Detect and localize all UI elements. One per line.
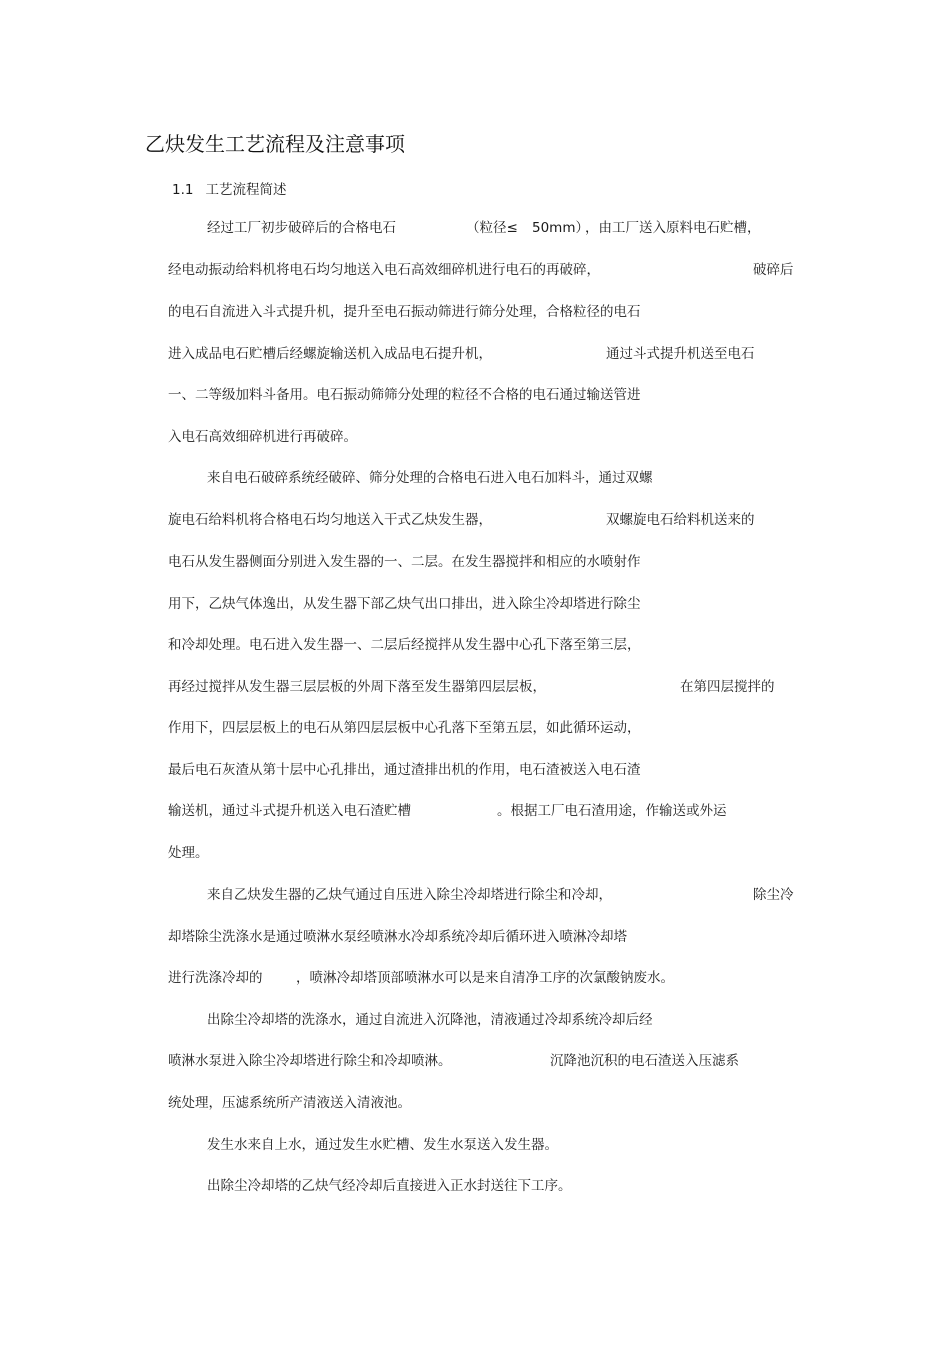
paragraph-line: 50mm） xyxy=(532,220,589,236)
paragraph-line: 再经过搅拌从发生器三层层板的外周下落至发生器第四层层板， xyxy=(168,679,546,695)
page-title: 乙炔发生工艺流程及注意事项 xyxy=(145,132,405,156)
paragraph-line: （粒径≤ xyxy=(466,220,518,236)
paragraph-line: 沉降池沉积的电石渣送入压滤系 xyxy=(550,1053,739,1069)
paragraph-line: 除尘冷 xyxy=(753,887,794,903)
paragraph-line: 最后电石灰渣从第十层中心孔排出，通过渣排出机的作用，电石渣被送入电石渣 xyxy=(168,762,641,778)
paragraph-line: 电石从发生器侧面分别进入发生器的一、二层。在发生器搅拌和相应的水喷射作 xyxy=(168,554,641,570)
paragraph-line: 统处理，压滤系统所产清液送入清液池。 xyxy=(168,1095,411,1111)
paragraph-line: 作用下，四层层板上的电石从第四层层板中心孔落下至第五层，如此循环运动， xyxy=(168,720,641,736)
paragraph-line: 通过斗式提升机送至电石 xyxy=(606,346,755,362)
paragraph-line: 。根据工厂电石渣用途，作输送或外运 xyxy=(497,803,727,819)
section-number: 1.1 xyxy=(172,182,194,198)
paragraph-line: 旋电石给料机将合格电石均匀地送入干式乙炔发生器， xyxy=(168,512,492,528)
paragraph-line: 来自电石破碎系统经破碎、筛分处理的合格电石进入电石加料斗，通过双螺 xyxy=(207,470,653,486)
paragraph-line: 喷淋水泵进入除尘冷却塔进行除尘和冷却喷淋。 xyxy=(168,1053,452,1069)
paragraph-line: 出除尘冷却塔的洗涤水，通过自流进入沉降池，清液通过冷却系统冷却后经 xyxy=(207,1012,653,1028)
paragraph-line: 进行洗涤冷却的 xyxy=(168,970,263,986)
paragraph-line: 经过工厂初步破碎后的合格电石 xyxy=(207,220,396,236)
paragraph-line: 来自乙炔发生器的乙炔气通过自压进入除尘冷却塔进行除尘和冷却， xyxy=(207,887,612,903)
section-title: 工艺流程简述 xyxy=(205,182,287,198)
paragraph-line: 一、二等级加料斗备用。电石振动筛筛分处理的粒径不合格的电石通过输送管进 xyxy=(168,387,641,403)
paragraph-line: 用下，乙炔气体逸出，从发生器下部乙炔气出口排出，进入除尘冷却塔进行除尘 xyxy=(168,596,641,612)
paragraph-line: 破碎后 xyxy=(753,262,794,278)
paragraph-line: 经电动振动给料机将电石均匀地送入电石高效细碎机进行电石的再破碎， xyxy=(168,262,600,278)
paragraph-line: ，由工厂送入原料电石贮槽， xyxy=(585,220,761,236)
paragraph-line: 处理。 xyxy=(168,845,209,861)
paragraph-line: 的电石自流进入斗式提升机，提升至电石振动筛进行筛分处理，合格粒径的电石 xyxy=(168,304,641,320)
paragraph-line: 出除尘冷却塔的乙炔气经冷却后直接进入正水封送往下工序。 xyxy=(207,1178,572,1194)
paragraph-line: 入电石高效细碎机进行再破碎。 xyxy=(168,429,357,445)
section-heading xyxy=(172,178,286,198)
paragraph-line: 双螺旋电石给料机送来的 xyxy=(606,512,755,528)
paragraph-line: 在第四层搅拌的 xyxy=(680,679,775,695)
paragraph-line: 却塔除尘洗涤水是通过喷淋水泵经喷淋水冷却系统冷却后循环进入喷淋冷却塔 xyxy=(168,929,627,945)
paragraph-line: 和冷却处理。电石进入发生器一、二层后经搅拌从发生器中心孔下落至第三层， xyxy=(168,637,641,653)
paragraph-line: 发生水来自上水，通过发生水贮槽、发生水泵送入发生器。 xyxy=(207,1137,558,1153)
paragraph-line: 输送机，通过斗式提升机送入电石渣贮槽 xyxy=(168,803,411,819)
paragraph-line: 进入成品电石贮槽后经螺旋输送机入成品电石提升机， xyxy=(168,346,492,362)
paragraph-line: ，喷淋冷却塔顶部喷淋水可以是来自清净工序的次氯酸钠废水。 xyxy=(296,970,674,986)
